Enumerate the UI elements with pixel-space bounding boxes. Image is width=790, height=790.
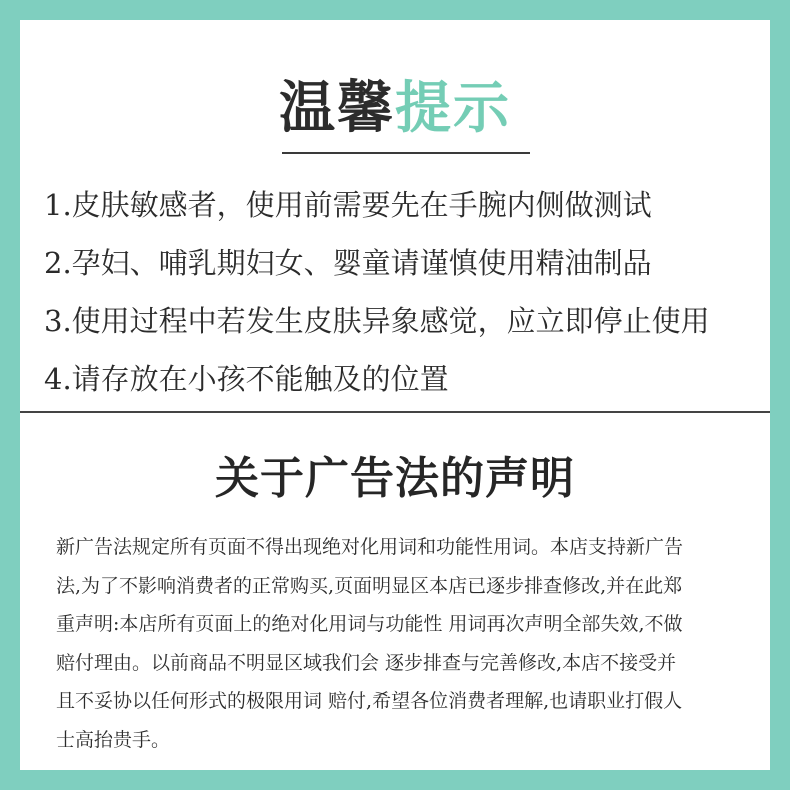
title-underline bbox=[282, 152, 530, 154]
notice-card bbox=[20, 20, 770, 770]
tip-item: 2.孕妇、哺乳期妇女、婴童请谨慎使用精油制品 bbox=[44, 246, 652, 280]
statement-title: 关于广告法的声明 bbox=[215, 453, 575, 504]
statement-line: 法,为了不影响消费者的正常购买,页面明显区本店已逐步排查修改,并在此郑 bbox=[56, 574, 683, 597]
tip-item: 1.皮肤敏感者，使用前需要先在手腕内侧做测试 bbox=[44, 188, 652, 222]
statement-line: 士高抬贵手。 bbox=[56, 728, 171, 751]
statement-line: 新广告法规定所有页面不得出现绝对化用词和功能性用词。本店支持新广告 bbox=[56, 536, 684, 558]
notice-title-part2: 提示 bbox=[395, 75, 511, 141]
notice-title-part1: 温馨 bbox=[279, 75, 395, 141]
statement-line: 重声明:本店所有页面上的绝对化用词与功能性 用词再次声明全部失效,不做 bbox=[56, 613, 683, 636]
tips-list bbox=[44, 176, 764, 408]
tip-item: 3.使用过程中若发生皮肤异象感觉，应立即停止使用 bbox=[44, 304, 710, 338]
notice-title bbox=[20, 72, 770, 144]
statement-body bbox=[56, 528, 740, 760]
tip-item: 4.请存放在小孩不能触及的位置 bbox=[44, 362, 449, 396]
statement-line: 且不妥协以任何形式的极限用词 赔付,希望各位消费者理解,也请职业打假人 bbox=[56, 690, 683, 713]
section-divider bbox=[20, 411, 770, 413]
statement-line: 赔付理由。以前商品不明显区域我们会 逐步排查与完善修改,本店不接受并 bbox=[56, 651, 677, 674]
